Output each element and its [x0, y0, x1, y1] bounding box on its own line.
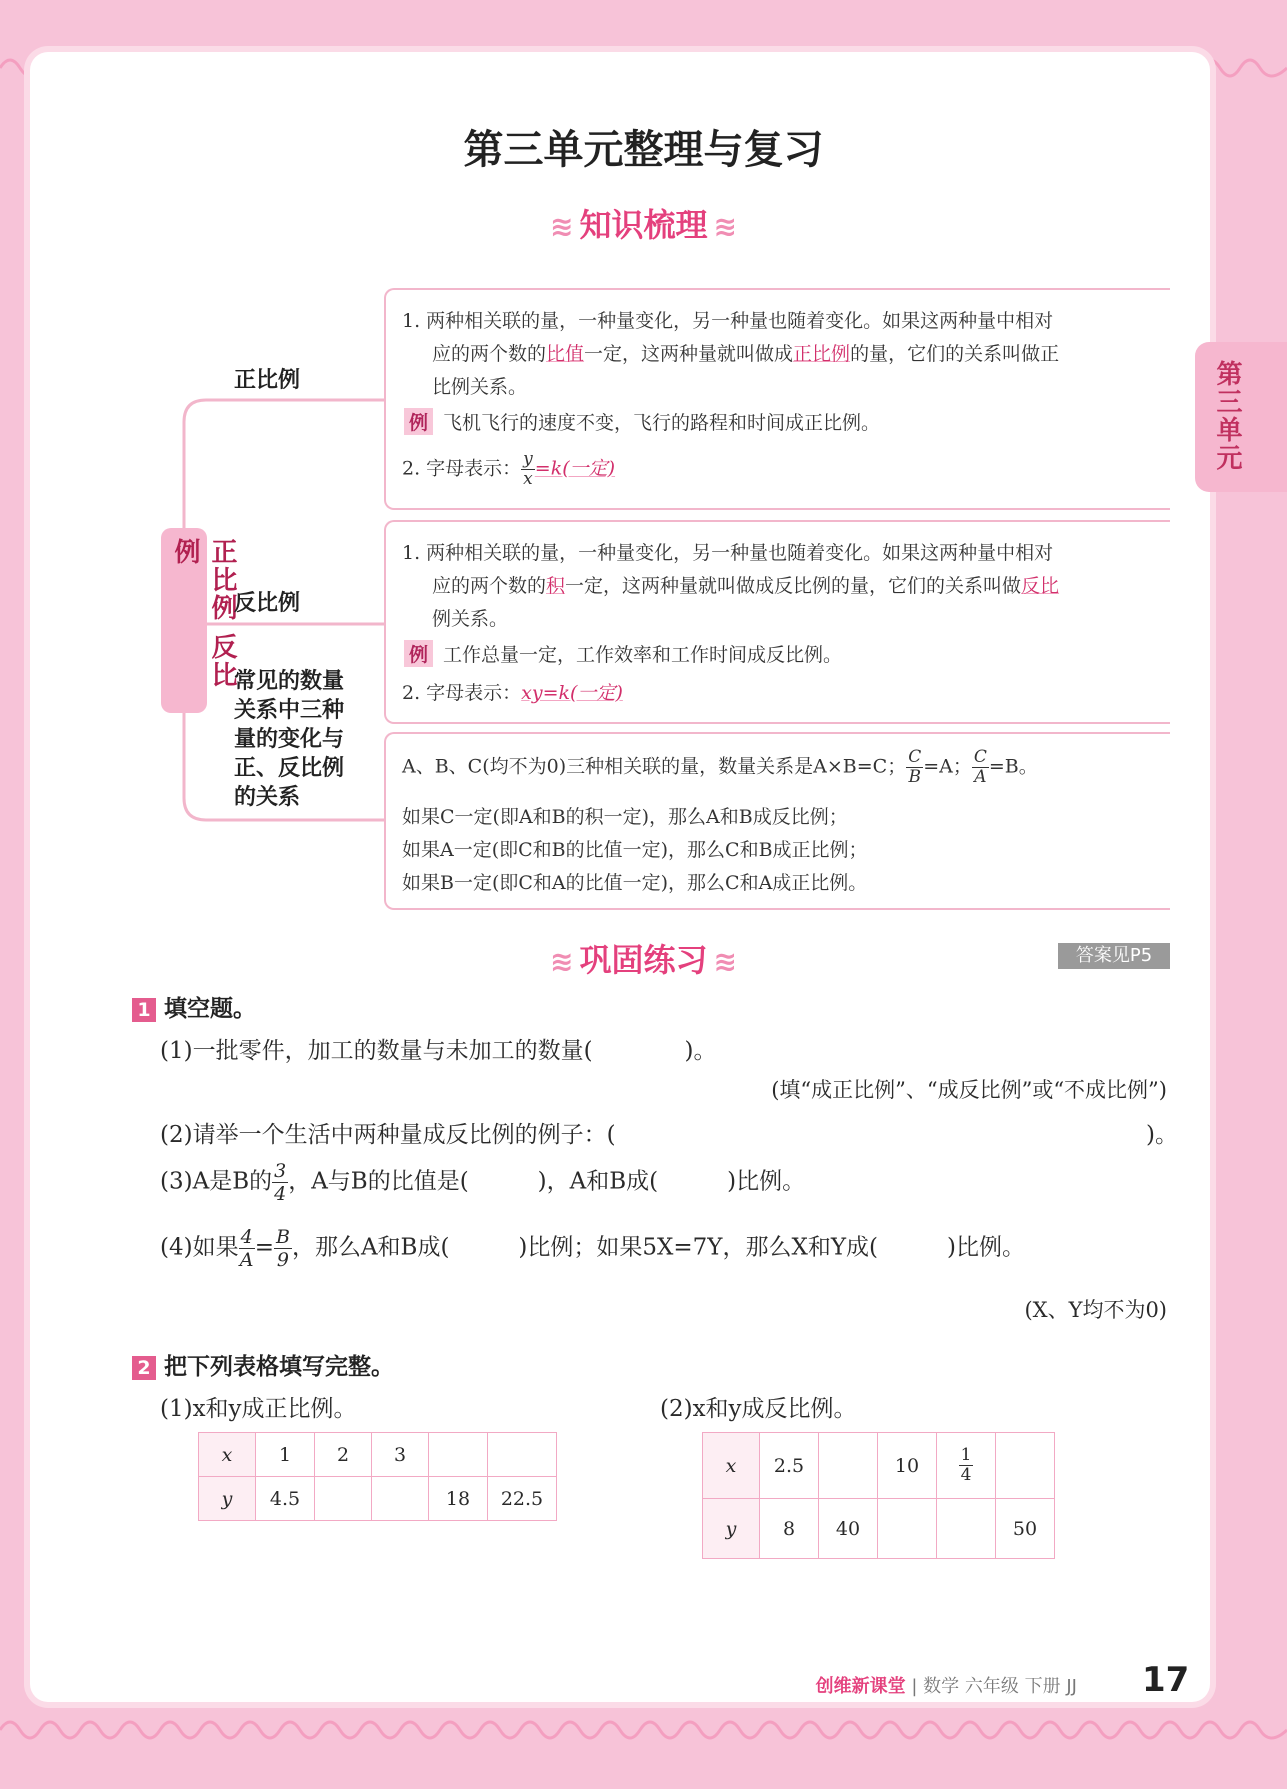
question-1-part-1-hint: (填“成正比例”、“成反比例”或“不成比例”) — [771, 1078, 1167, 1102]
footer-brand: 创维新课堂 — [815, 1676, 906, 1697]
table-cell: 2 — [315, 1433, 372, 1477]
table-cell: y — [199, 1477, 256, 1521]
table-cell[interactable] — [937, 1499, 996, 1559]
question-1-part-2-end: )。 — [1146, 1122, 1178, 1148]
section-knowledge-title: 知识梳理 — [579, 206, 708, 244]
table-row — [703, 1499, 1055, 1559]
table-cell[interactable] — [372, 1477, 429, 1521]
question-1-heading: 1 填空题。 — [132, 990, 256, 1023]
inverse-formula: 2. 字母表示：xy=k(一定) — [402, 682, 623, 704]
table-row — [199, 1433, 557, 1477]
answer-reference-badge: 答案见P5 — [1058, 943, 1170, 969]
inverse-example: 例 工作总量一定，工作效率和工作时间成反比例。 — [404, 640, 842, 667]
inverse-proportion-table — [702, 1432, 1055, 1559]
wave-deco-icon: ≋ — [550, 945, 574, 978]
page-title: 第三单元整理与复习 — [463, 127, 824, 173]
example-tag: 例 — [404, 408, 433, 435]
three-qty-line1: A、B、C(均不为0)三种相关联的量，数量关系是A×B=C； $\frac{C}{B}$ =A； $\frac{C}{A}$ =B。 — [402, 747, 1038, 787]
direct-def-line2: 应的两个数的比值一定，这两种量就叫做成正比例的量，它们的关系叫做正 — [432, 343, 1060, 365]
table-row — [703, 1433, 1055, 1499]
footer-info: 创维新课堂 | 数学 六年级 下册 JJ — [815, 1676, 1077, 1697]
example-tag: 例 — [404, 640, 433, 667]
table-cell: x — [199, 1433, 256, 1477]
three-qty-line3: 如果A一定(即C和B的比值一定)，那么C和B成正比例； — [402, 839, 868, 861]
page-number: 17 — [1142, 1660, 1190, 1700]
table-cell: 22.5 — [488, 1477, 557, 1521]
table-1-caption: (1)x和y成正比例。 — [160, 1396, 357, 1422]
table-cell: 1 — [256, 1433, 315, 1477]
table-cell: y — [703, 1499, 760, 1559]
table-cell: $\frac{1}{4}$ — [937, 1433, 996, 1499]
table-cell: 3 — [372, 1433, 429, 1477]
inverse-def-line3: 例关系。 — [432, 608, 509, 630]
question-number-badge: 1 — [132, 998, 156, 1022]
wave-deco-icon: ≋ — [550, 210, 574, 243]
direct-proportion-box — [384, 288, 1170, 510]
table-cell[interactable] — [429, 1433, 488, 1477]
table-cell: 50 — [996, 1499, 1055, 1559]
footer-volume: 下册 — [1024, 1676, 1061, 1697]
direct-def-line1: 1. 两种相关联的量，一种量变化，另一种量也随着变化。如果这两种量中相对 — [402, 310, 1054, 332]
table-cell[interactable] — [315, 1477, 372, 1521]
question-number-badge: 2 — [132, 1356, 156, 1380]
question-1-part-3: (3)A是B的 $\frac{3}{4}$ ，A与B的比值是( )，A和B成( )比例。 — [160, 1160, 806, 1205]
direct-example: 例 飞机飞行的速度不变，飞行的路程和时间成正比例。 — [404, 408, 880, 435]
inverse-proportion-box — [384, 520, 1170, 724]
table-cell: 4.5 — [256, 1477, 315, 1521]
table-cell: 8 — [760, 1499, 819, 1559]
direct-def-line3: 比例关系。 — [432, 376, 528, 398]
table-cell: 2.5 — [760, 1433, 819, 1499]
footer-subject: 数学 — [923, 1676, 960, 1697]
table-2-caption: (2)x和y成反比例。 — [660, 1396, 857, 1422]
direct-proportion-table — [198, 1432, 557, 1521]
table-cell: 18 — [429, 1477, 488, 1521]
branch-direct-proportion: 正比例 — [234, 368, 301, 393]
footer-edition: JJ — [1066, 1676, 1077, 1697]
bottom-wave-border — [0, 1700, 1287, 1760]
branch-three-quantities: 常见的数量关系中三种量的变化与正、反比例的关系 — [234, 669, 345, 810]
question-2-heading: 2 把下列表格填写完整。 — [132, 1348, 394, 1381]
section-practice-title: 巩固练习 — [579, 941, 708, 979]
table-cell[interactable] — [878, 1499, 937, 1559]
table-row — [199, 1477, 557, 1521]
topic-vertical-text: 正比例 反比例 — [170, 538, 237, 690]
footer-grade: 六年级 — [964, 1676, 1019, 1697]
inverse-def-line2: 应的两个数的积一定，这两种量就叫做成反比例的量，它们的关系叫做反比 — [432, 575, 1060, 597]
table-cell[interactable] — [996, 1433, 1055, 1499]
table-cell: 10 — [878, 1433, 937, 1499]
wave-deco-icon: ≋ — [713, 945, 737, 978]
unit-side-tab-label: 第三单元 — [1212, 360, 1242, 472]
table-cell: x — [703, 1433, 760, 1499]
question-1-part-2: (2)请举一个生活中两种量成反比例的例子：( — [160, 1122, 616, 1148]
inverse-def-line1: 1. 两种相关联的量，一种量变化，另一种量也随着变化。如果这两种量中相对 — [402, 542, 1054, 564]
table-cell[interactable] — [488, 1433, 557, 1477]
question-1-part-4: (4)如果 $\frac{4}{A}$ = $\frac{B}{9}$ ，那么A和B成( )比例；如果5X=7Y，那么X和Y成( )比例。 — [160, 1226, 1025, 1271]
wave-deco-icon: ≋ — [713, 210, 737, 243]
question-1-part-4-note: (X、Y均不为0) — [1024, 1298, 1167, 1322]
direct-formula: 2. 字母表示： $\frac{y}{x}$ =k(一定) — [402, 449, 616, 489]
three-quantities-box — [384, 732, 1170, 910]
three-qty-line2: 如果C一定(即A和B的积一定)，那么A和B成反比例； — [402, 806, 848, 828]
question-1-part-1: (1)一批零件，加工的数量与未加工的数量( )。 — [160, 1038, 717, 1064]
table-cell[interactable] — [819, 1433, 878, 1499]
three-qty-line4: 如果B一定(即C和A的比值一定)，那么C和A成正比例。 — [402, 872, 868, 894]
table-cell: 40 — [819, 1499, 878, 1559]
topic-vertical-label — [161, 528, 237, 713]
branch-inverse-proportion: 反比例 — [234, 591, 301, 616]
